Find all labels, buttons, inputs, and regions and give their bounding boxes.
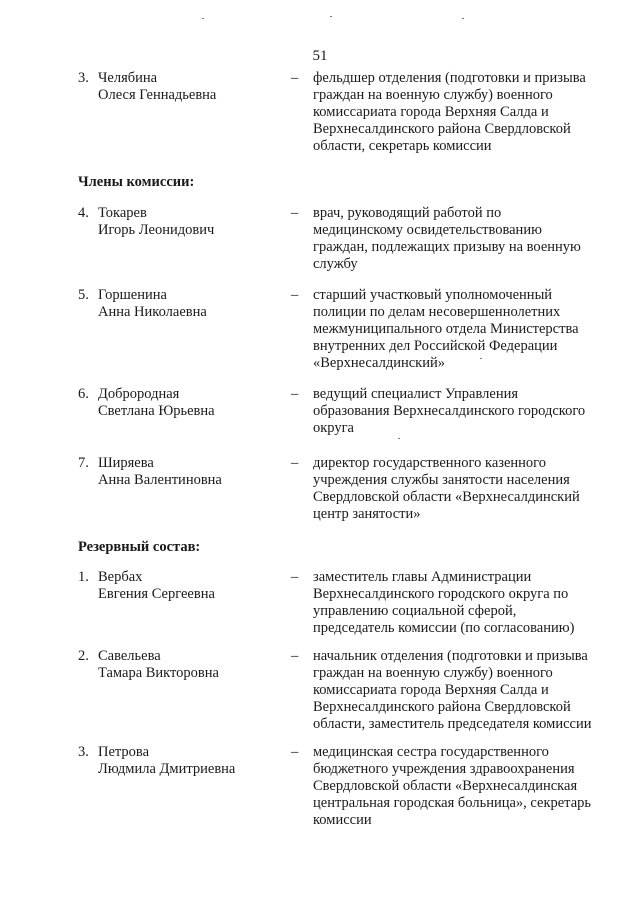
scan-speck — [462, 18, 464, 19]
role-line: медицинская сестра государственного — [313, 744, 549, 760]
entry-dash: – — [291, 455, 299, 471]
member-name — [98, 205, 283, 239]
scan-speck — [330, 16, 332, 17]
entry-dash: – — [291, 70, 299, 86]
member-name — [98, 70, 283, 104]
section-heading-reserve: Резервный состав: — [78, 539, 201, 555]
role-line: Свердловской области «Верхнесалдинская — [313, 778, 578, 794]
role-line: управлению социальной сферой, — [313, 603, 517, 619]
role-line: начальник отделения (подготовки и призыва — [313, 648, 588, 664]
member-role — [313, 569, 613, 637]
role-line: комиссии — [313, 812, 372, 828]
member-role — [313, 287, 613, 372]
member-given-names: Людмила Дмитриевна — [98, 761, 236, 777]
member-name — [98, 744, 283, 778]
member-name — [98, 569, 283, 603]
member-name — [98, 287, 283, 321]
entry-dash: – — [291, 386, 299, 402]
member-name — [98, 455, 283, 489]
member-given-names: Светлана Юрьевна — [98, 403, 215, 419]
role-line: центр занятости» — [313, 506, 421, 522]
member-name — [98, 386, 283, 420]
role-line: полиции по делам несовершеннолетних — [313, 304, 561, 320]
member-name — [98, 648, 283, 682]
entry-dash: – — [291, 569, 299, 585]
member-given-names: Олеся Геннадьевна — [98, 87, 217, 103]
member-surname: Петрова — [98, 744, 150, 760]
role-line: граждан на военную службу) военного — [313, 87, 553, 103]
member-role — [313, 386, 613, 437]
member-role — [313, 205, 613, 273]
role-line: медицинскому освидетельствованию — [313, 222, 542, 238]
entry-number: 6. — [78, 386, 89, 402]
entry-number: 7. — [78, 455, 89, 471]
member-surname: Токарев — [98, 205, 147, 221]
member-surname: Горшенина — [98, 287, 167, 303]
member-role — [313, 455, 613, 523]
role-line: заместитель главы Администрации — [313, 569, 532, 585]
role-line: Верхнесалдинского района Свердловской — [313, 121, 571, 137]
entry-dash: – — [291, 744, 299, 760]
role-line: центральная городская больница», секретарь — [313, 795, 591, 811]
entry-dash: – — [291, 205, 299, 221]
role-line: области, секретарь комиссии — [313, 138, 492, 154]
entry-number: 3. — [78, 744, 89, 760]
entry-number: 4. — [78, 205, 89, 221]
member-given-names: Тамара Викторовна — [98, 665, 219, 681]
role-line: области, заместитель председателя комиссии — [313, 716, 592, 732]
entry-number: 3. — [78, 70, 89, 86]
member-surname: Челябина — [98, 70, 158, 86]
section-heading-members: Члены комиссии: — [78, 174, 195, 190]
role-line: ведущий специалист Управления — [313, 386, 519, 402]
scan-speck — [398, 438, 400, 439]
member-role — [313, 648, 613, 733]
page-number: 51 — [312, 48, 328, 64]
member-role — [313, 744, 613, 829]
member-role — [313, 70, 613, 155]
role-line: образования Верхнесалдинского городского — [313, 403, 586, 419]
member-given-names: Анна Николаевна — [98, 304, 207, 320]
role-line: директор государственного казенного — [313, 455, 547, 471]
entry-number: 5. — [78, 287, 89, 303]
member-surname: Вербах — [98, 569, 143, 585]
role-line: округа — [313, 420, 354, 436]
role-line: межмуниципального отдела Министерства — [313, 321, 579, 337]
role-line: бюджетного учреждения здравоохранения — [313, 761, 575, 777]
role-line: председатель комиссии (по согласованию) — [313, 620, 575, 636]
entry-number: 2. — [78, 648, 89, 664]
role-line: старший участковый уполномоченный — [313, 287, 553, 303]
member-surname: Ширяева — [98, 455, 154, 471]
scan-speck — [202, 18, 204, 19]
member-given-names: Анна Валентиновна — [98, 472, 222, 488]
role-line: внутренних дел Российской Федерации — [313, 338, 558, 354]
entry-number: 1. — [78, 569, 89, 585]
role-line: Верхнесалдинского района Свердловской — [313, 699, 571, 715]
role-line: граждан, подлежащих призыву на военную — [313, 239, 581, 255]
role-line: комиссариата города Верхняя Салда и — [313, 104, 549, 120]
role-line: граждан на военную службу) военного — [313, 665, 553, 681]
role-line: «Верхнесалдинский» — [313, 355, 445, 371]
role-line: Свердловской области «Верхнесалдинский — [313, 489, 580, 505]
role-line: врач, руководящий работой по — [313, 205, 502, 221]
member-given-names: Евгения Сергеевна — [98, 586, 215, 602]
member-surname: Савельева — [98, 648, 161, 664]
role-line: комиссариата города Верхняя Салда и — [313, 682, 549, 698]
entry-dash: – — [291, 287, 299, 303]
entry-dash: – — [291, 648, 299, 664]
role-line: службу — [313, 256, 358, 272]
role-line: учреждения службы занятости населения — [313, 472, 570, 488]
member-surname: Доброродная — [98, 386, 180, 402]
role-line: фельдшер отделения (подготовки и призыва — [313, 70, 586, 86]
member-given-names: Игорь Леонидович — [98, 222, 215, 238]
role-line: Верхнесалдинского городского округа по — [313, 586, 569, 602]
